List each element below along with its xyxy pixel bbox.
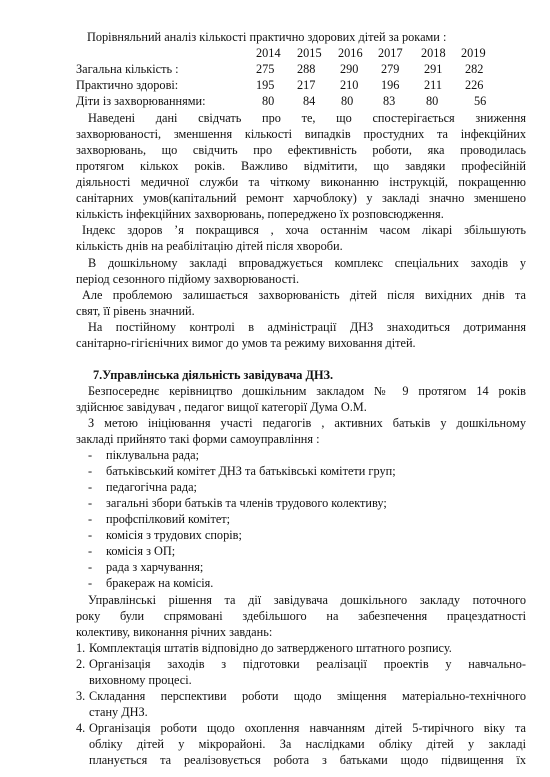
cell: 80	[426, 94, 439, 108]
text-line: діяльності медичної служби та чіткому виконанню інструкцій, покращенню	[76, 175, 526, 189]
list-item: комісія з ОП;	[106, 544, 176, 558]
row-label: Загальна кількість :	[76, 62, 179, 76]
list-item: рада з харчування;	[106, 560, 204, 574]
text-line: року були спрямовані здебільшого на забезпечення працездатності	[76, 609, 526, 623]
text-line: захворювань, що свідчить про ефективність роботи, яка проводилась	[76, 143, 526, 157]
list-item: педагогічна рада;	[106, 480, 197, 494]
bullet-marker: -	[88, 560, 93, 574]
text-line: здійснює завідувач , педагог вищої категорії Дума О.М.	[76, 400, 367, 414]
list-item-line: Організація роботи щодо охоплення навчанням дітей 5-тирічного віку та	[89, 721, 526, 735]
list-item: комісія з трудових спорів;	[106, 528, 242, 542]
list-item-line: стану ДНЗ.	[89, 705, 148, 719]
cell: 282	[465, 62, 484, 76]
list-item: загальні збори батьків та членів трудового колективу;	[106, 496, 387, 510]
text-line: Безпосереднє керівництво дошкільним закладом № 9 протягом 14 років	[88, 384, 526, 398]
list-item-line: Складання перспективи роботи щодо зміщення матеріально-технічного	[89, 689, 526, 703]
text-line: кількість інфекційних захворювань, попереджено їх розповсюдження.	[76, 207, 444, 221]
bullet-marker: -	[88, 528, 93, 542]
list-item: піклувальна рада;	[106, 448, 200, 462]
cell: 56	[474, 94, 487, 108]
year-2015: 2015	[297, 46, 322, 60]
list-item: профспілковий комітет;	[106, 512, 231, 526]
text-line: свят, її рівень значний.	[76, 304, 195, 318]
text-line: Індекс здоров ’я покращився , хоча останнім часом лікарі збільшують	[82, 223, 526, 237]
cell: 210	[340, 78, 359, 92]
text-line: Управлінські рішення та дії завідувача дошкільного закладу поточного	[88, 593, 526, 607]
cell: 290	[340, 62, 359, 76]
list-number: 4.	[76, 721, 86, 735]
row-label: Практично здорові:	[76, 78, 179, 92]
cell: 291	[424, 62, 443, 76]
text-line: закладі прийнято такі форми самоуправління :	[76, 432, 320, 446]
cell: 279	[381, 62, 400, 76]
year-2017: 2017	[378, 46, 403, 60]
text-line: В дошкільному закладі впроваджується комплекс спеціальних заходів у	[88, 256, 526, 270]
bullet-marker: -	[88, 448, 93, 462]
list-item: бракераж на комісія.	[106, 576, 214, 590]
list-number: 2.	[76, 657, 86, 671]
cell: 80	[341, 94, 354, 108]
bullet-marker: -	[88, 464, 93, 478]
list-number: 1.	[76, 641, 86, 655]
year-2016: 2016	[338, 46, 363, 60]
cell: 84	[303, 94, 316, 108]
list-item-line: обліку дітей у мікрорайоні. За наслідками обліку дітей у закладі	[89, 737, 526, 751]
list-item-line: виховному процесі.	[89, 673, 192, 687]
bullet-marker: -	[88, 576, 93, 590]
text-line: період сезонного підйому захворюваності.	[76, 272, 300, 286]
text-line: На постійному контролі в адміністрації ДНЗ знаходиться дотримання	[88, 320, 526, 334]
bullet-marker: -	[88, 496, 93, 510]
cell: 217	[297, 78, 316, 92]
text-line: колективу, виконання річних завдань:	[76, 625, 273, 639]
section-heading: 7.Управлінська діяльність завідувача ДНЗ.	[93, 368, 334, 382]
year-2014: 2014	[256, 46, 281, 60]
text-line: санітарних умов(капітальний ремонт харчоблоку) у закладі значно зменшено	[76, 191, 526, 205]
list-item-line: планується та реалізовується робота з батьками щодо підвищення їх	[89, 753, 526, 767]
text-line: протягом кількох років. Важливо відмітити, що завдяки професійній	[76, 159, 526, 173]
bullet-marker: -	[88, 512, 93, 526]
list-item-line: Комплектація штатів відповідно до затвердженого штатного розпису.	[89, 641, 452, 655]
list-item-line: Організація заходів з підготовки реалізації проектів у навчально-	[89, 657, 526, 671]
year-2019: 2019	[461, 46, 486, 60]
text-line: захворюваності, зменшення кількості випадків простудних та інфекційних	[76, 127, 526, 141]
text-line: санітарно-гігієнічних вимог до умов та режиму виховання дітей.	[76, 336, 416, 350]
cell: 275	[256, 62, 275, 76]
cell: 196	[381, 78, 400, 92]
text-line: Наведені дані свідчать про те, що спостерігається зниження	[88, 111, 526, 125]
list-item: батьківський комітет ДНЗ та батьківські комітети груп;	[106, 464, 396, 478]
cell: 211	[424, 78, 442, 92]
text-line: З метою ініціювання участі педагогів , активних батьків у дошкільному	[88, 416, 526, 430]
text-line: Але проблемою залишається захворюваність дітей після вихідних днів та	[82, 288, 526, 302]
text-line: кількість днів на реабілітацію дітей після хвороби.	[76, 239, 343, 253]
row-label: Діти із захворюваннями:	[76, 94, 206, 108]
year-2018: 2018	[421, 46, 446, 60]
table-title: Порівняльний аналіз кількості практично здорових дітей за роками :	[87, 30, 447, 44]
list-number: 3.	[76, 689, 86, 703]
cell: 226	[465, 78, 484, 92]
cell: 195	[256, 78, 275, 92]
bullet-marker: -	[88, 480, 93, 494]
cell: 83	[383, 94, 396, 108]
bullet-marker: -	[88, 544, 93, 558]
cell: 80	[262, 94, 275, 108]
cell: 288	[297, 62, 316, 76]
